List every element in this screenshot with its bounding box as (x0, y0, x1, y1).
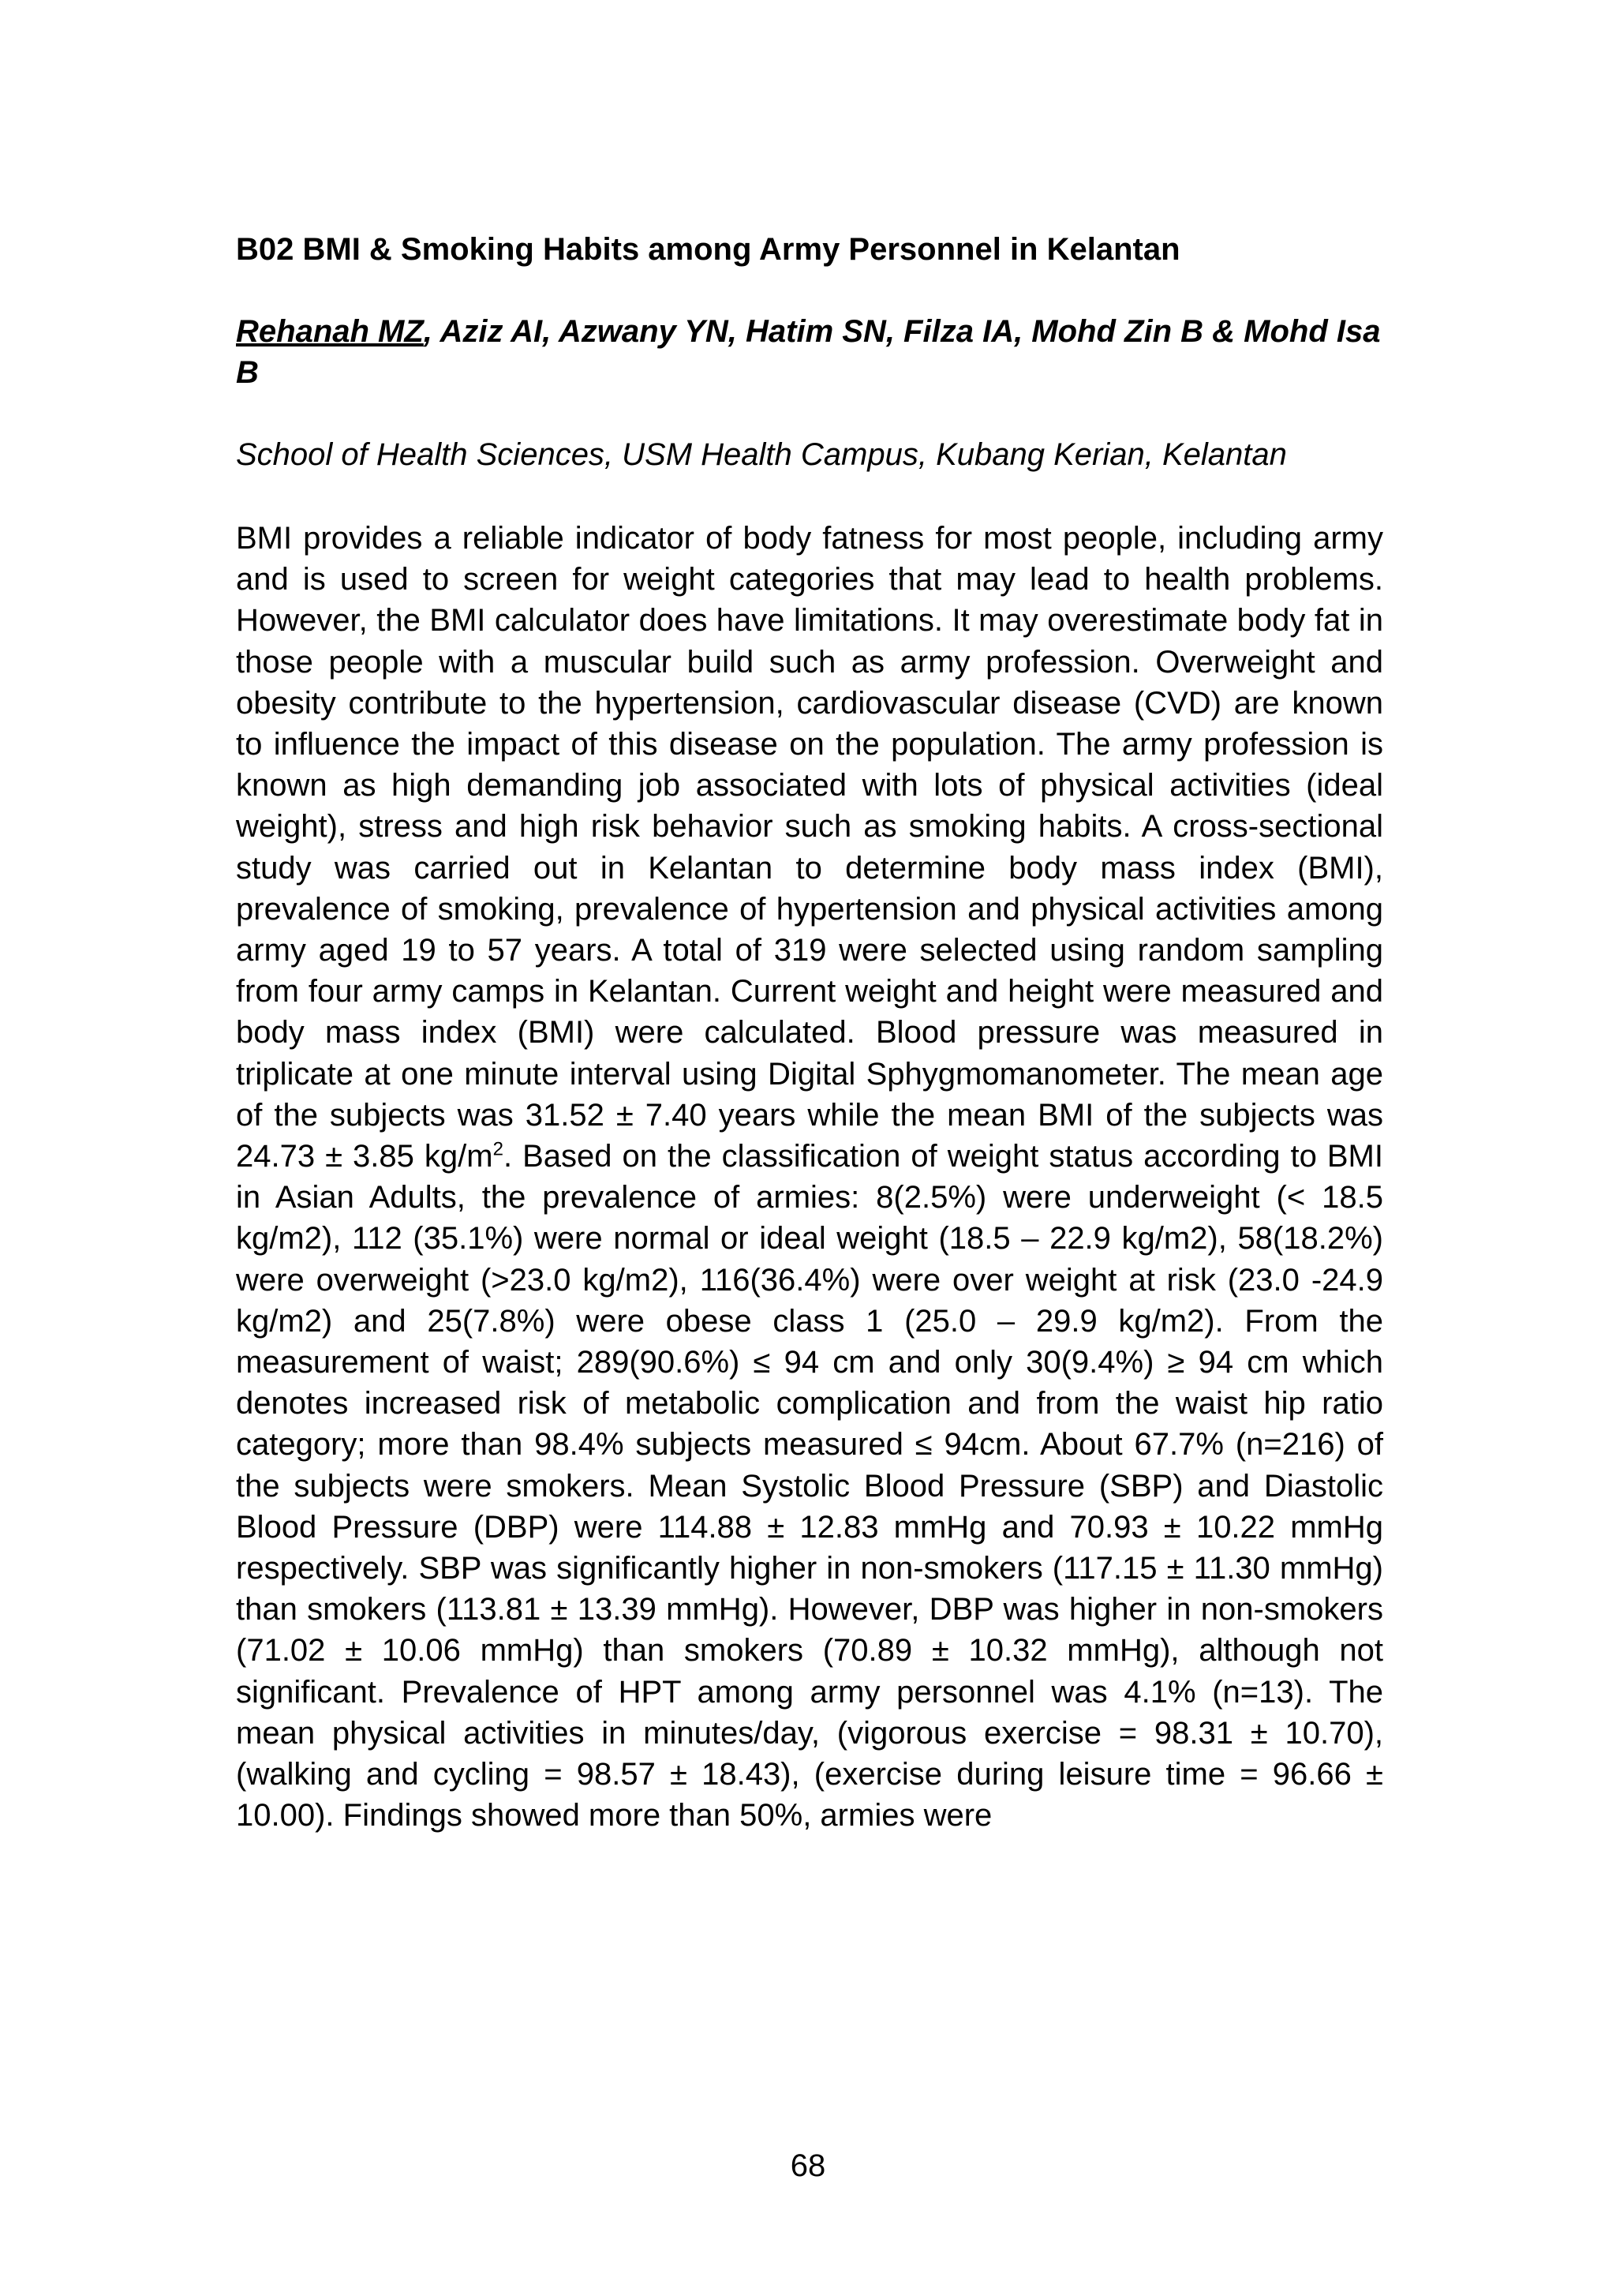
abstract-text-part-1: BMI provides a reliable indicator of body fatness for most people, including army and is used to screen for weight categories that may lead to health problems. However, the BMI calculator does have limitations. It may overestimate body fat in those people with a muscular build such as army profession. Overweight and obesity contribute to the hypertension, cardiovascular disease (CVD) are known to influence the impact of this disease on the population. The army profession is known as high demanding job associated with lots of physical activities (ideal weight), stress and high risk behavior such as smoking habits. A cross-sectional study was carried out in Kelantan to determine body mass index (BMI), prevalence of smoking, prevalence of hypertension and physical activities among army aged 19 to 57 years. A total of 319 were selected using random sampling from four army camps in Kelantan. Current weight and height were measured and body mass index (BMI) were calculated. Blood pressure was measured in triplicate at one minute interval using Digital Sphygmomanometer. The mean age of the subjects was 31.52 ± 7.40 years while the mean BMI of the subjects was 24.73 ± 3.85 kg/m (236, 521, 1383, 1174)
author-list (236, 311, 1383, 393)
abstract-block (236, 229, 1383, 1837)
co-authors: , Aziz AI, Azwany YN, Hatim SN, Filza IA, Mohd Zin B & Mohd Isa B (236, 314, 1381, 390)
abstract-title: B02 BMI & Smoking Habits among Army Personnel in Kelantan (236, 232, 1180, 267)
affiliation: School of Health Sciences, USM Health Campus, Kubang Kerian, Kelantan (236, 437, 1287, 472)
superscript-unit: 2 (492, 1138, 503, 1160)
abstract-body (236, 518, 1383, 1837)
abstract-text-part-2: . Based on the classification of weight status according to BMI in Asian Adults, the prevalence of armies: 8(2.5%) were underweight (< 18.5 kg/m2), 112 (35.1%) were normal or ideal weight (18.5 – 22.9 kg/m2), 58(18.2%) were overweight (>23.0 kg/m2), 116(36.4%) were over weight at risk (23.0 -24.9 kg/m2) and 25(7.8%) were obese class 1 (25.0 – 29.9 kg/m2). From the measurement of waist; 289(90.6%) ≤ 94 cm and only 30(9.4%) ≥ 94 cm which denotes increased risk of metabolic complication and from the waist hip ratio category; more than 98.4% subjects measured ≤ 94cm. About 67.7% (n=216) of the subjects were smokers. Mean Systolic Blood Pressure (SBP) and Diastolic Blood Pressure (DBP) were 114.88 ± 12.83 mmHg and 70.93 ± 10.22 mmHg respectively. SBP was significantly higher in non-smokers (117.15 ± 11.30 mmHg) than smokers (113.81 ± 13.39 mmHg). However, DBP was higher in non-smokers (71.02 ± 10.06 mmHg) than smokers (70.89 ± 10.32 mmHg), although not significant. Prevalence of HPT among army personnel was 4.1% (n=13). The mean physical activities in minutes/day, (vigorous exercise = 98.31 ± 10.70), (walking and cycling = 98.57 ± 18.43), (exercise during leisure time = 96.66 ± 10.00). Findings showed more than 50%, armies were (236, 1139, 1383, 1833)
page-number: 68 (790, 2148, 826, 2183)
presenting-author: Rehanah MZ (236, 314, 424, 349)
